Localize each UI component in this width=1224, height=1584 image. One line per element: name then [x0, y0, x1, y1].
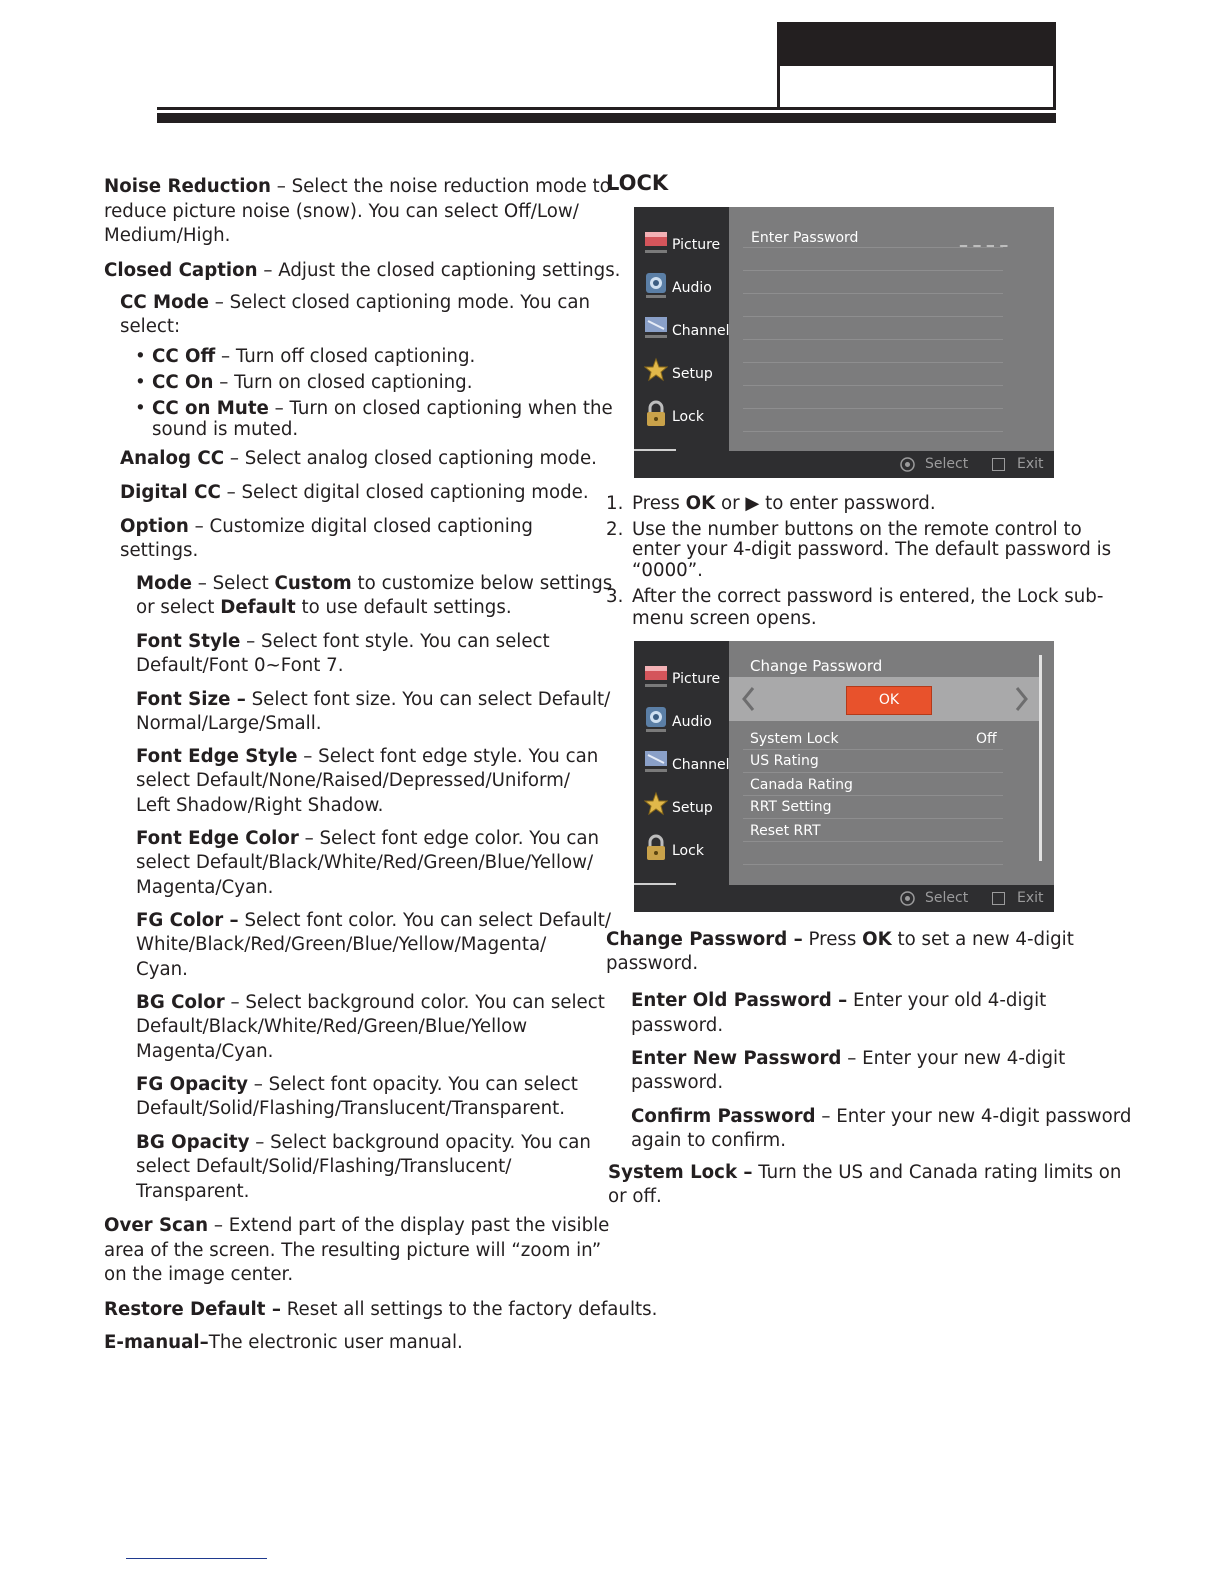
- bg-color-line1: BG Color – Select background color. You can select: [136, 992, 605, 1013]
- step-number: 1.: [606, 493, 624, 514]
- over-scan-line3: on the image center.: [104, 1264, 294, 1285]
- menu-divider: [743, 841, 1003, 842]
- sidebar-label: Picture: [672, 671, 721, 687]
- enter-new-password-line2: password.: [631, 1072, 724, 1093]
- chevron-left-icon[interactable]: [741, 686, 755, 712]
- font-edge-color-line2: select Default/Black/White/Red/Green/Blue/Yellow/: [136, 852, 594, 873]
- change-password-line1: Change Password – Press OK to set a new 4-digit: [606, 929, 1074, 950]
- system-lock-line1: System Lock – Turn the US and Canada rating limits on: [608, 1162, 1122, 1183]
- sidebar-label: Audio: [672, 714, 712, 730]
- audio-icon: [644, 705, 668, 733]
- sidebar-label: Picture: [672, 237, 721, 253]
- font-size-line2: Normal/Large/Small.: [136, 713, 322, 734]
- font-edge-style-line2: select Default/None/Raised/Depressed/Uniform/: [136, 770, 570, 791]
- select-label: Select: [925, 456, 969, 472]
- menu-item-canada-rating[interactable]: Canada Rating: [750, 777, 853, 793]
- closed-caption-line1: Closed Caption – Adjust the closed captioning settings.: [104, 260, 621, 281]
- sidebar-label: Setup: [672, 800, 713, 816]
- lock-icon: [644, 834, 668, 862]
- menu-divider: [743, 247, 1003, 248]
- bullet-dot: •: [135, 346, 146, 367]
- menu-divider: [743, 408, 1003, 409]
- over-scan-line1: Over Scan – Extend part of the display past the visible: [104, 1215, 610, 1236]
- channel-icon: [644, 748, 668, 776]
- chevron-right-icon[interactable]: [1015, 686, 1029, 712]
- step-2-line2: enter your 4-digit password. The default password is: [632, 539, 1112, 560]
- over-scan-line2: area of the screen. The resulting picture will “zoom in”: [104, 1240, 602, 1261]
- star-icon: [644, 791, 668, 819]
- select-label: Select: [925, 890, 969, 906]
- system-lock-value: Off: [976, 731, 997, 747]
- bg-color-line3: Magenta/Cyan.: [136, 1041, 274, 1062]
- cc-on-mute-line2: sound is muted.: [152, 419, 299, 440]
- option-line2: settings.: [120, 540, 199, 561]
- exit-icon: [992, 458, 1005, 471]
- menu-item-system-lock[interactable]: System Lock: [750, 731, 839, 747]
- sidebar-item-lock[interactable]: [634, 397, 729, 439]
- enter-old-password-line1: Enter Old Password – Enter your old 4-digit: [631, 990, 1047, 1011]
- bg-opacity-line2: select Default/Solid/Flashing/Translucent/: [136, 1156, 512, 1177]
- cc-mode-line2: select:: [120, 316, 181, 337]
- menu-divider: [743, 385, 1003, 386]
- menu-bottom-accent: [634, 449, 676, 451]
- option-line1: Option – Customize digital closed captioning: [120, 516, 533, 537]
- sidebar-item-setup[interactable]: [634, 788, 729, 830]
- sidebar-label: Lock: [672, 843, 704, 859]
- menu-divider: [743, 795, 1003, 796]
- menu-divider: [743, 339, 1003, 340]
- sidebar-item-picture[interactable]: [634, 659, 729, 701]
- bg-color-line2: Default/Black/White/Red/Green/Blue/Yellow: [136, 1016, 528, 1037]
- font-edge-style-line3: Left Shadow/Right Shadow.: [136, 795, 384, 816]
- noise-reduction-line2: reduce picture noise (snow). You can select Off/Low/: [104, 201, 579, 222]
- footer-rule: [126, 1558, 267, 1559]
- enter-password-label: Enter Password: [751, 230, 859, 246]
- bullet-dot: •: [135, 372, 146, 393]
- header-tab-dark: [777, 22, 1056, 68]
- ok-button[interactable]: OK: [846, 686, 932, 715]
- menu-divider: [743, 270, 1003, 271]
- audio-icon: [644, 271, 668, 299]
- menu-divider: [743, 362, 1003, 363]
- font-style-line1: Font Style – Select font style. You can select: [136, 631, 550, 652]
- noise-reduction-line3: Medium/High.: [104, 225, 231, 246]
- lock-section-title: LOCK: [606, 171, 669, 195]
- cc-on-mute-line1: CC on Mute – Turn on closed captioning when the: [152, 398, 613, 419]
- sidebar-item-picture[interactable]: [634, 225, 729, 267]
- step-1-line: Press OK or ▶ to enter password.: [632, 493, 936, 514]
- header-tab-light: [777, 66, 1056, 110]
- exit-label: Exit: [1017, 890, 1044, 906]
- menu-divider: [743, 749, 1003, 750]
- lock-icon: [644, 400, 668, 428]
- confirm-password-line1: Confirm Password – Enter your new 4-digit password: [631, 1106, 1132, 1127]
- fg-opacity-line1: FG Opacity – Select font opacity. You can select: [136, 1074, 578, 1095]
- step-3-line2: menu screen opens.: [632, 608, 817, 629]
- select-icon: [900, 457, 915, 472]
- menu-item-reset-rrt[interactable]: Reset RRT: [750, 823, 821, 839]
- picture-icon: [644, 228, 668, 256]
- cc-off-line: CC Off – Turn off closed captioning.: [152, 346, 476, 367]
- step-3-line1: After the correct password is entered, the Lock sub-: [632, 586, 1104, 607]
- menu-divider: [743, 431, 1003, 432]
- sidebar-item-lock[interactable]: [634, 831, 729, 873]
- enter-new-password-line1: Enter New Password – Enter your new 4-digit: [631, 1048, 1066, 1069]
- fg-color-line1: FG Color – Select font color. You can select Default/: [136, 910, 611, 931]
- picture-icon: [644, 662, 668, 690]
- analog-cc-line: Analog CC – Select analog closed captioning mode.: [120, 448, 597, 469]
- sidebar-label: Setup: [672, 366, 713, 382]
- menu-divider: [743, 316, 1003, 317]
- digital-cc-line: Digital CC – Select digital closed captioning mode.: [120, 482, 589, 503]
- system-lock-line2: or off.: [608, 1186, 662, 1207]
- menu-divider: [743, 293, 1003, 294]
- sidebar-item-channel[interactable]: [634, 311, 729, 353]
- change-password-line2: password.: [606, 953, 699, 974]
- font-edge-style-line1: Font Edge Style – Select font edge style. You can: [136, 746, 599, 767]
- step-number: 2.: [606, 519, 624, 540]
- menu-item-us-rating[interactable]: US Rating: [750, 753, 819, 769]
- star-icon: [644, 357, 668, 385]
- menu-item-rrt-setting[interactable]: RRT Setting: [750, 799, 832, 815]
- scrollbar[interactable]: [1039, 655, 1042, 861]
- font-style-line2: Default/Font 0~Font 7.: [136, 655, 344, 676]
- menu-bottom-accent: [634, 883, 676, 885]
- channel-icon: [644, 314, 668, 342]
- restore-default-line: Restore Default – Reset all settings to the factory defaults.: [104, 1299, 658, 1320]
- lock-submenu: [634, 641, 1054, 912]
- menu-bottom-bar: [634, 885, 1054, 912]
- password-field[interactable]: _ _ _ _: [960, 231, 1009, 247]
- step-number: 3.: [606, 586, 624, 607]
- exit-icon: [992, 892, 1005, 905]
- fg-opacity-line2: Default/Solid/Flashing/Translucent/Transparent.: [136, 1098, 566, 1119]
- sidebar-label: Channel: [672, 757, 730, 773]
- sidebar-item-audio[interactable]: [634, 702, 729, 744]
- fg-color-line3: Cyan.: [136, 959, 188, 980]
- menu-divider: [743, 818, 1003, 819]
- sidebar-item-audio[interactable]: [634, 268, 729, 310]
- menu-sidebar: [634, 207, 729, 451]
- step-2-line3: “0000”.: [632, 560, 703, 581]
- fg-color-line2: White/Black/Red/Green/Blue/Yellow/Magenta/: [136, 934, 547, 955]
- enter-password-menu: [634, 207, 1054, 478]
- sidebar-label: Audio: [672, 280, 712, 296]
- sidebar-item-setup[interactable]: [634, 354, 729, 396]
- header-rule-thick: [157, 113, 1056, 123]
- mode-line2: or select Default to use default settings.: [136, 597, 512, 618]
- change-password-heading: Change Password: [750, 657, 883, 675]
- enter-old-password-line2: password.: [631, 1015, 724, 1036]
- sidebar-label: Lock: [672, 409, 704, 425]
- sidebar-label: Channel: [672, 323, 730, 339]
- bg-opacity-line1: BG Opacity – Select background opacity. You can: [136, 1132, 591, 1153]
- menu-sidebar: [634, 641, 729, 885]
- cc-mode-line1: CC Mode – Select closed captioning mode. You can: [120, 292, 591, 313]
- cc-on-line: CC On – Turn on closed captioning.: [152, 372, 473, 393]
- sidebar-item-channel[interactable]: [634, 745, 729, 787]
- menu-divider: [743, 772, 1003, 773]
- menu-bottom-bar: [634, 451, 1054, 478]
- e-manual-line: E-manual–The electronic user manual.: [104, 1332, 463, 1353]
- exit-label: Exit: [1017, 456, 1044, 472]
- header-rule-thin: [157, 107, 779, 110]
- bg-opacity-line3: Transparent.: [136, 1181, 250, 1202]
- noise-reduction-line1: Noise Reduction – Select the noise reduction mode to: [104, 176, 611, 197]
- menu-divider: [743, 864, 1003, 865]
- font-edge-color-line1: Font Edge Color – Select font edge color. You can: [136, 828, 600, 849]
- confirm-password-line2: again to confirm.: [631, 1130, 787, 1151]
- step-2-line1: Use the number buttons on the remote control to: [632, 519, 1082, 540]
- font-size-line1: Font Size – Select font size. You can select Default/: [136, 689, 611, 710]
- font-edge-color-line3: Magenta/Cyan.: [136, 877, 274, 898]
- bullet-dot: •: [135, 398, 146, 419]
- mode-line1: Mode – Select Custom to customize below settings: [136, 573, 613, 594]
- select-icon: [900, 891, 915, 906]
